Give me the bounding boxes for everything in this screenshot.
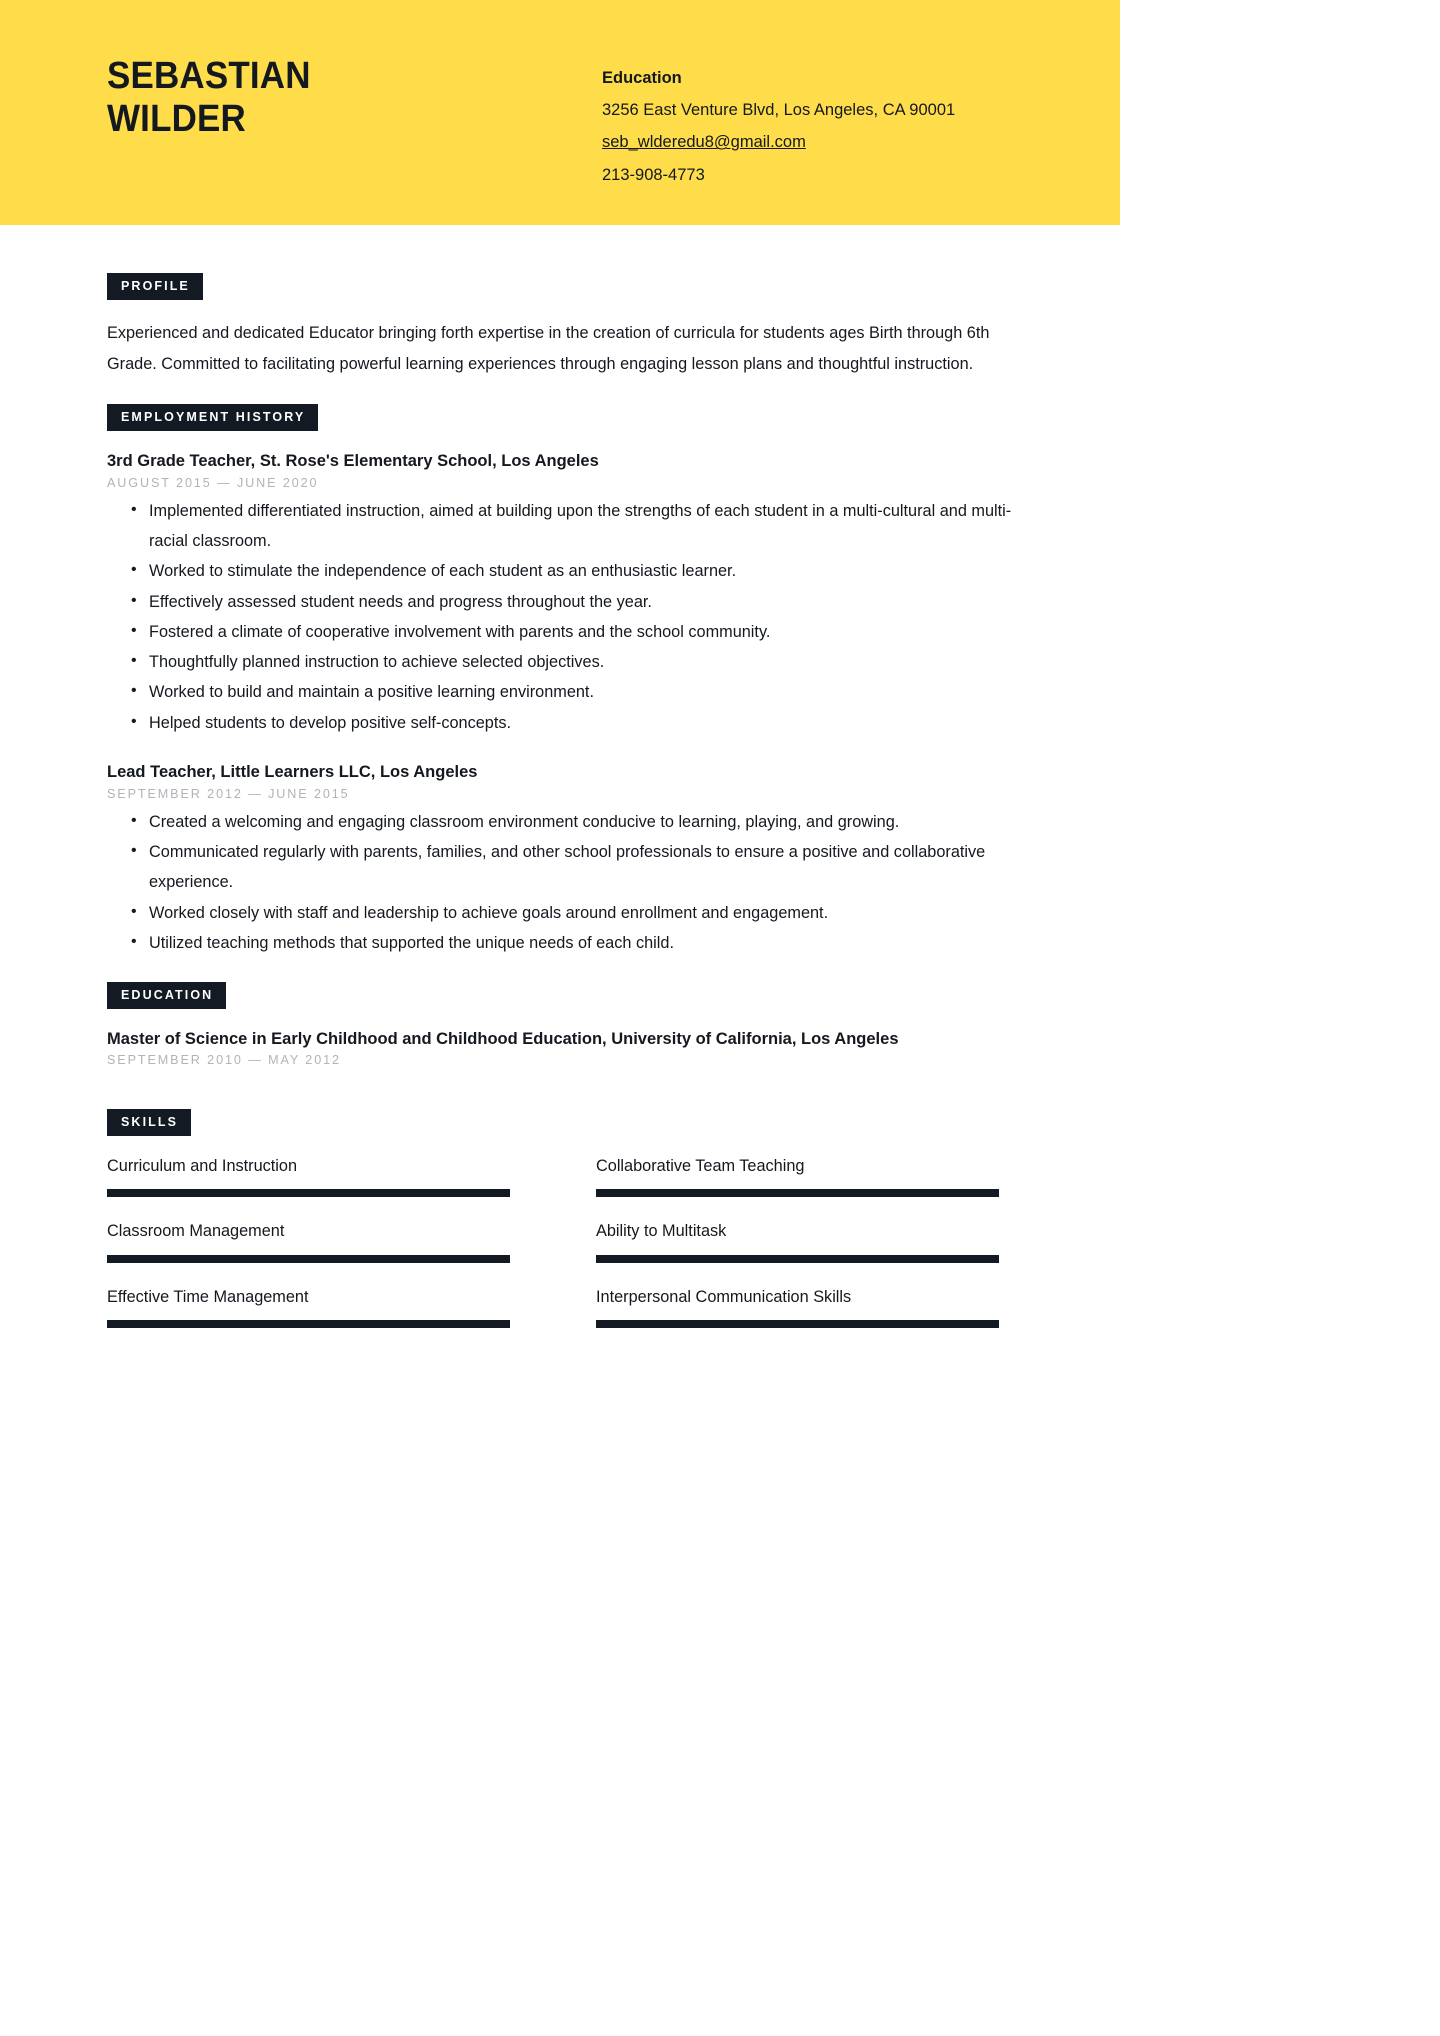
skill-item [596, 1219, 999, 1262]
degree-date-range: SEPTEMBER 2010 — MAY 2012 [107, 1053, 341, 1068]
contact-heading: Education [602, 69, 682, 87]
skill-bar-track [107, 1189, 510, 1197]
job-date-range: AUGUST 2015 — JUNE 2020 [107, 475, 319, 490]
skill-bar-track [596, 1189, 999, 1197]
degree-title: Master of Science in Early Childhood and Childhood Education, University of California, Los Angeles [107, 1029, 899, 1048]
job-date-range: SEPTEMBER 2012 — JUNE 2015 [107, 786, 350, 801]
contact-details [602, 55, 955, 191]
skill-item [596, 1154, 999, 1197]
job-title: 3rd Grade Teacher, St. Rose's Elementary School, Los Angeles [107, 451, 599, 470]
employment-entry [107, 760, 1013, 958]
contact-address: 3256 East Venture Blvd, Los Angeles, CA 90001 [602, 101, 956, 120]
skills-grid [107, 1154, 1013, 1350]
skill-bar-track [596, 1320, 999, 1328]
skill-bar-fill [107, 1189, 510, 1197]
section-badge-profile: PROFILE [107, 273, 203, 300]
list-item: • Effectively assessed student needs and progress throughout the year. [107, 587, 1013, 617]
skill-label: Effective Time Management [107, 1287, 309, 1306]
job-responsibility-list [107, 807, 1013, 958]
skill-bar-track [107, 1320, 510, 1328]
name-line-last: WILDER [107, 97, 246, 140]
contact-phone: 213-908-4773 [602, 165, 705, 184]
skill-item [596, 1285, 999, 1328]
skill-label: Interpersonal Communication Skills [596, 1287, 852, 1306]
skill-item [107, 1285, 510, 1328]
list-item: • Utilized teaching methods that supported the unique needs of each child. [107, 928, 1013, 958]
skill-label: Curriculum and Instruction [107, 1156, 298, 1175]
contact-email-link[interactable]: seb_wlderedu8@gmail.com [602, 133, 806, 152]
spacer [107, 1091, 1013, 1109]
section-education [107, 982, 1013, 1067]
section-badge-employment: EMPLOYMENT HISTORY [107, 404, 318, 431]
job-responsibility-list [107, 496, 1013, 738]
list-item: • Implemented differentiated instruction, aimed at building upon the strengths of each student in a multi-cultural and multi-racial classroom. [107, 496, 1013, 557]
skill-bar-track [107, 1255, 510, 1263]
list-item: • Helped students to develop positive self-concepts. [107, 708, 1013, 738]
education-entry [107, 1027, 1013, 1068]
skill-bar-fill [107, 1255, 510, 1263]
skill-label: Ability to Multitask [596, 1222, 727, 1241]
section-skills [107, 1109, 1013, 1350]
skill-bar-fill [596, 1255, 999, 1263]
list-item: • Worked to stimulate the independence of each student as an enthusiastic learner. [107, 556, 1013, 586]
skill-item [107, 1219, 510, 1262]
skill-bar-fill [596, 1320, 999, 1328]
list-item: • Worked closely with staff and leadership to achieve goals around enrollment and engagement. [107, 898, 1013, 928]
skill-item [107, 1154, 510, 1197]
list-item: • Worked to build and maintain a positive learning environment. [107, 677, 1013, 707]
section-profile [107, 273, 1013, 380]
skills-right-column [596, 1154, 999, 1350]
list-item: • Fostered a climate of cooperative involvement with parents and the school community. [107, 617, 1013, 647]
resume-header [0, 0, 1120, 225]
candidate-name [107, 55, 602, 191]
name-line-first: SEBASTIAN [107, 55, 311, 97]
list-item: • Created a welcoming and engaging classroom environment conducive to learning, playing, and growing. [107, 807, 1013, 837]
skill-bar-fill [596, 1189, 999, 1197]
spacer [107, 380, 1013, 404]
section-badge-education: EDUCATION [107, 982, 226, 1009]
section-employment-history [107, 404, 1013, 958]
spacer [107, 1067, 1013, 1091]
job-title: Lead Teacher, Little Learners LLC, Los Angeles [107, 763, 478, 781]
skill-label: Collaborative Team Teaching [596, 1156, 805, 1175]
section-badge-skills: SKILLS [107, 1109, 191, 1136]
skill-label: Classroom Management [107, 1222, 285, 1241]
list-item: • Communicated regularly with parents, families, and other school professionals to ensure a positive and collaborative experience. [107, 837, 1013, 898]
profile-summary-text: Experienced and dedicated Educator bringing forth expertise in the creation of curricula for students ages Birth through 6th Grade. Committed to facilitating powerful learning experiences through engaging lesson plans and thoughtful instruction. [107, 323, 990, 373]
skill-bar-fill [107, 1320, 510, 1328]
skill-bar-track [596, 1255, 999, 1263]
list-item: • Thoughtfully planned instruction to achieve selected objectives. [107, 647, 1013, 677]
employment-entry [107, 449, 1013, 738]
skills-left-column [107, 1154, 510, 1350]
skills-column-gap [510, 1154, 596, 1350]
spacer [107, 958, 1013, 982]
resume-body [0, 225, 1120, 1350]
